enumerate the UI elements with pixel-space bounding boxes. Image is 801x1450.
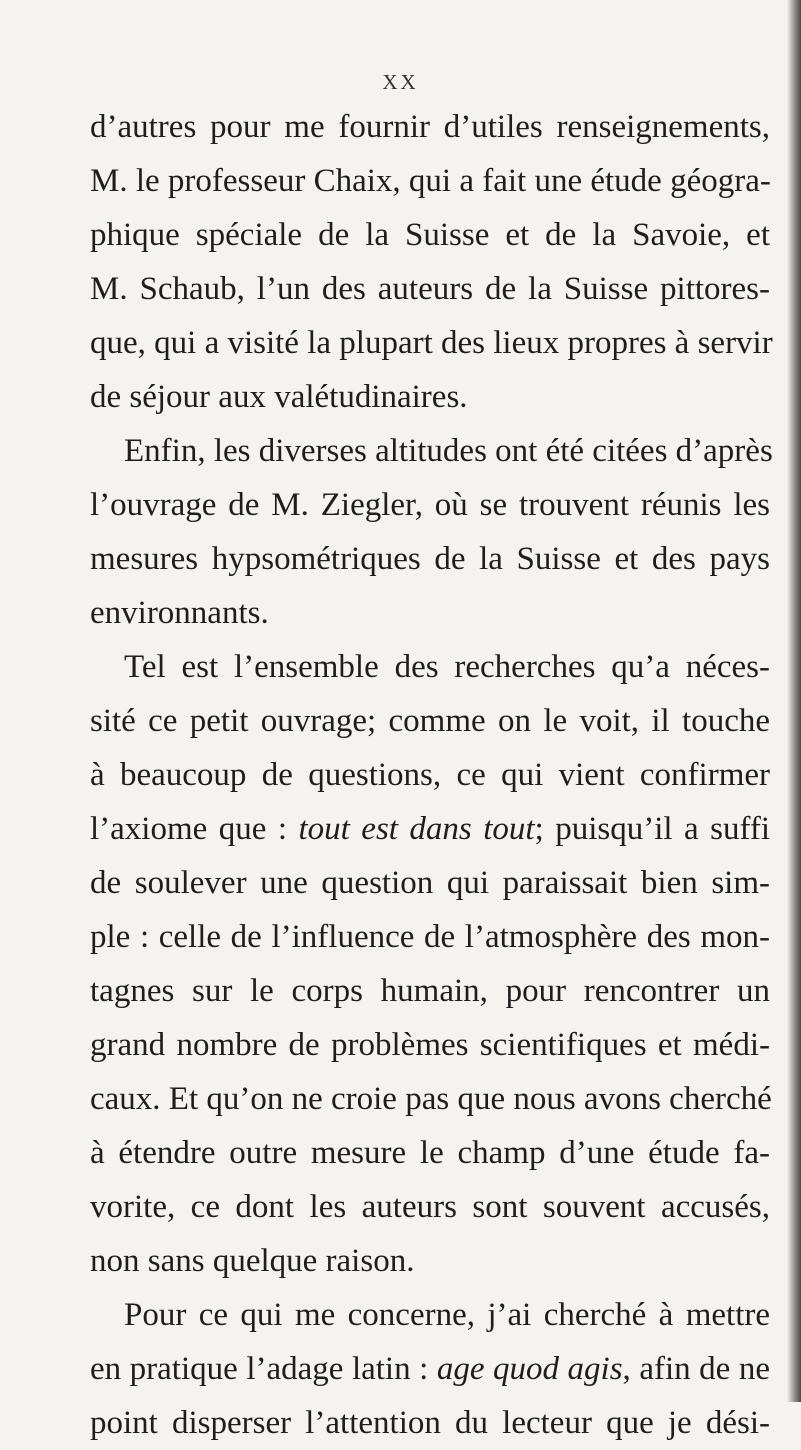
text-segment: en pratique l’adage latin : <box>90 1351 437 1387</box>
text-line <box>90 694 770 748</box>
text-segment: à étendre outre mesure le champ d’une étude fa- <box>90 1135 770 1171</box>
text-line <box>90 154 770 208</box>
text-segment: ple : celle de l’influence de l’atmosphère des mon- <box>90 919 770 955</box>
text-line <box>90 748 770 802</box>
text-line <box>90 370 770 424</box>
text-segment: Tel est l’ensemble des recherches qu’a néces- <box>124 649 770 685</box>
text-line <box>90 1072 770 1126</box>
text-segment: mesures hypsométriques de la Suisse et des pays <box>90 541 770 577</box>
text-line <box>90 1126 770 1180</box>
page-edge-shadow <box>787 0 801 1402</box>
text-line <box>90 424 773 478</box>
text-line <box>90 1396 770 1450</box>
text-segment: M. le professeur Chaix, qui a fait une étude géogra- <box>90 163 771 199</box>
page-number: XX <box>382 70 419 94</box>
text-segment: vorite, ce dont les auteurs sont souvent accusés, <box>90 1189 770 1225</box>
text-line <box>90 262 770 316</box>
text-line <box>90 1288 770 1342</box>
text-line <box>90 1342 770 1396</box>
text-segment: grand nombre de problèmes scientifiques et médi- <box>90 1027 770 1063</box>
text-segment: point disperser l’attention du lecteur que je dési- <box>90 1405 770 1441</box>
text-segment: environnants. <box>90 595 269 631</box>
text-line <box>90 532 770 586</box>
text-segment: à beaucoup de questions, ce qui vient confirmer <box>90 757 770 793</box>
text-segment: de soulever une question qui paraissait bien sim- <box>90 865 770 901</box>
text-segment: l’axiome que : <box>90 811 299 847</box>
text-segment: sité ce petit ouvrage; comme on le voit, il touche <box>90 703 770 739</box>
text-segment: tagnes sur le corps humain, pour rencontrer un <box>90 973 770 1009</box>
text-line <box>90 1180 770 1234</box>
text-segment: de séjour aux valétudinaires. <box>90 379 468 415</box>
text-segment: l’ouvrage de M. Ziegler, où se trouvent réunis les <box>90 487 770 523</box>
italic-phrase: age quod agis <box>436 1351 623 1387</box>
text-line <box>90 856 770 910</box>
text-line <box>90 640 770 694</box>
text-segment: Enfin, les diverses altitudes ont été citées d’après <box>124 433 773 469</box>
text-line <box>90 1018 770 1072</box>
body-text <box>90 100 773 1450</box>
text-segment: Pour ce qui me concerne, j’ai cherché à mettre <box>124 1297 770 1333</box>
text-segment: que, qui a visité la plupart des lieux propres à servir <box>90 325 773 361</box>
text-line <box>90 478 770 532</box>
text-line <box>90 586 770 640</box>
text-segment: d’autres pour me fournir d’utiles renseignements, <box>90 109 770 145</box>
text-segment: M. Schaub, l’un des auteurs de la Suisse pittores- <box>90 271 770 307</box>
text-line <box>90 100 770 154</box>
text-segment: phique spéciale de la Suisse et de la Savoie, et <box>90 217 770 253</box>
text-line <box>90 910 770 964</box>
text-segment: caux. Et qu’on ne croie pas que nous avons cherché <box>90 1081 772 1117</box>
text-line <box>90 964 770 1018</box>
text-segment: , afin de ne <box>622 1351 770 1387</box>
text-line <box>90 1234 770 1288</box>
text-line <box>90 316 773 370</box>
text-line <box>90 208 770 262</box>
italic-phrase: tout est dans tout <box>298 811 535 847</box>
text-segment: ; puisqu’il a suffi <box>534 811 770 847</box>
text-line <box>90 802 770 856</box>
text-segment: non sans quelque raison. <box>90 1243 415 1279</box>
